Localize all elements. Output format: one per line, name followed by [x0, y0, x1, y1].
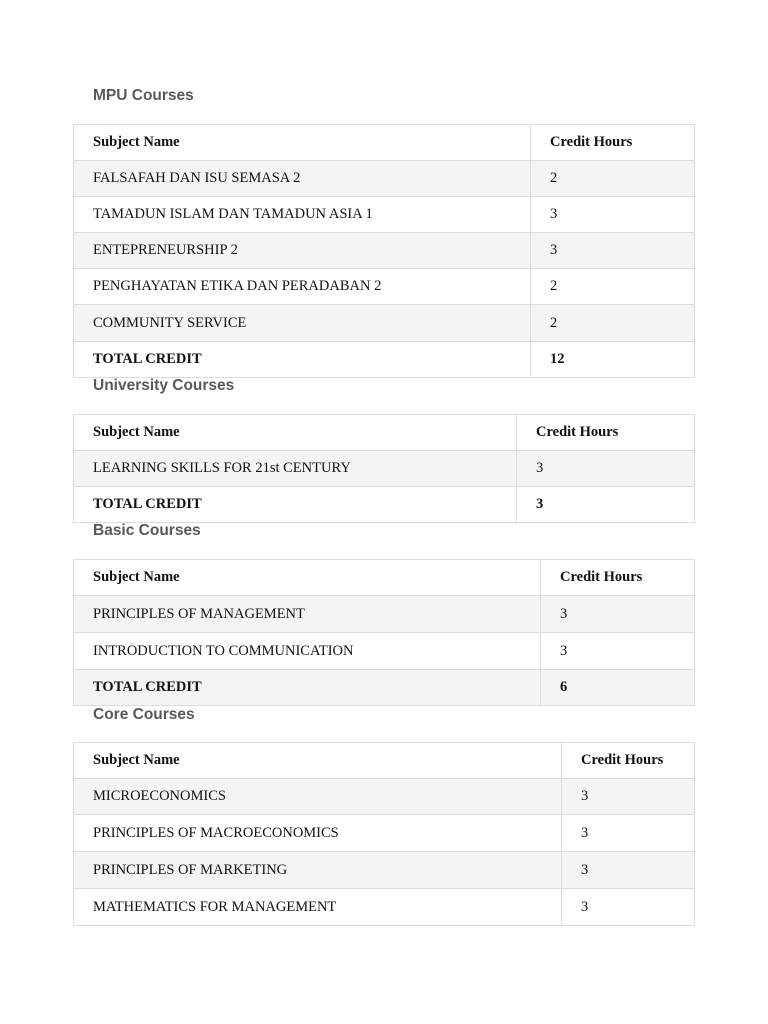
credit-hours-header: Credit Hours [562, 743, 695, 779]
table-header-row [74, 125, 695, 161]
basic-courses-table [73, 559, 695, 706]
subject-cell: ENTEPRENEURSHIP 2 [74, 233, 531, 269]
total-label: TOTAL CREDIT [74, 487, 517, 523]
subject-cell: PRINCIPLES OF MACROECONOMICS [74, 815, 562, 852]
credit-hours-header: Credit Hours [531, 125, 695, 161]
section-title-basic: Basic Courses [93, 522, 201, 539]
credit-cell: 2 [531, 305, 695, 342]
table-row [74, 633, 695, 670]
credit-cell: 3 [562, 852, 695, 889]
credit-cell: 3 [517, 451, 695, 487]
table-row [74, 779, 695, 815]
subject-cell: PRINCIPLES OF MANAGEMENT [74, 596, 541, 633]
credit-hours-header: Credit Hours [541, 560, 695, 596]
credit-cell: 2 [531, 269, 695, 305]
university-courses-table [73, 414, 695, 523]
section-title-mpu: MPU Courses [93, 87, 194, 104]
subject-cell: COMMUNITY SERVICE [74, 305, 531, 342]
credit-cell: 3 [562, 889, 695, 926]
table-header-row [74, 415, 695, 451]
subject-name-header: Subject Name [74, 125, 531, 161]
credit-cell: 3 [541, 596, 695, 633]
section-title-core: Core Courses [93, 706, 195, 723]
subject-cell: PENGHAYATAN ETIKA DAN PERADABAN 2 [74, 269, 531, 305]
table-row [74, 197, 695, 233]
subject-cell: LEARNING SKILLS FOR 21st CENTURY [74, 451, 517, 487]
credit-cell: 2 [531, 161, 695, 197]
subject-cell: MICROECONOMICS [74, 779, 562, 815]
total-label: TOTAL CREDIT [74, 670, 541, 706]
subject-cell: PRINCIPLES OF MARKETING [74, 852, 562, 889]
table-row [74, 852, 695, 889]
total-value: 3 [517, 487, 695, 523]
credit-cell: 3 [531, 233, 695, 269]
total-row [74, 487, 695, 523]
credit-cell: 3 [562, 779, 695, 815]
table-row [74, 596, 695, 633]
subject-name-header: Subject Name [74, 560, 541, 596]
table-row [74, 815, 695, 852]
total-row [74, 670, 695, 706]
table-row [74, 161, 695, 197]
section-title-university: University Courses [93, 377, 235, 394]
total-value: 12 [531, 342, 695, 378]
credit-cell: 3 [562, 815, 695, 852]
total-row [74, 342, 695, 378]
subject-name-header: Subject Name [74, 743, 562, 779]
table-row [74, 269, 695, 305]
table-row [74, 305, 695, 342]
mpu-courses-table [73, 124, 695, 378]
credit-hours-header: Credit Hours [517, 415, 695, 451]
table-header-row [74, 560, 695, 596]
subject-cell: TAMADUN ISLAM DAN TAMADUN ASIA 1 [74, 197, 531, 233]
total-value: 6 [541, 670, 695, 706]
table-row [74, 889, 695, 926]
subject-cell: FALSAFAH DAN ISU SEMASA 2 [74, 161, 531, 197]
total-label: TOTAL CREDIT [74, 342, 531, 378]
table-header-row [74, 743, 695, 779]
credit-cell: 3 [541, 633, 695, 670]
table-row [74, 451, 695, 487]
credit-cell: 3 [531, 197, 695, 233]
core-courses-table [73, 742, 695, 926]
table-row [74, 233, 695, 269]
subject-name-header: Subject Name [74, 415, 517, 451]
subject-cell: MATHEMATICS FOR MANAGEMENT [74, 889, 562, 926]
subject-cell: INTRODUCTION TO COMMUNICATION [74, 633, 541, 670]
